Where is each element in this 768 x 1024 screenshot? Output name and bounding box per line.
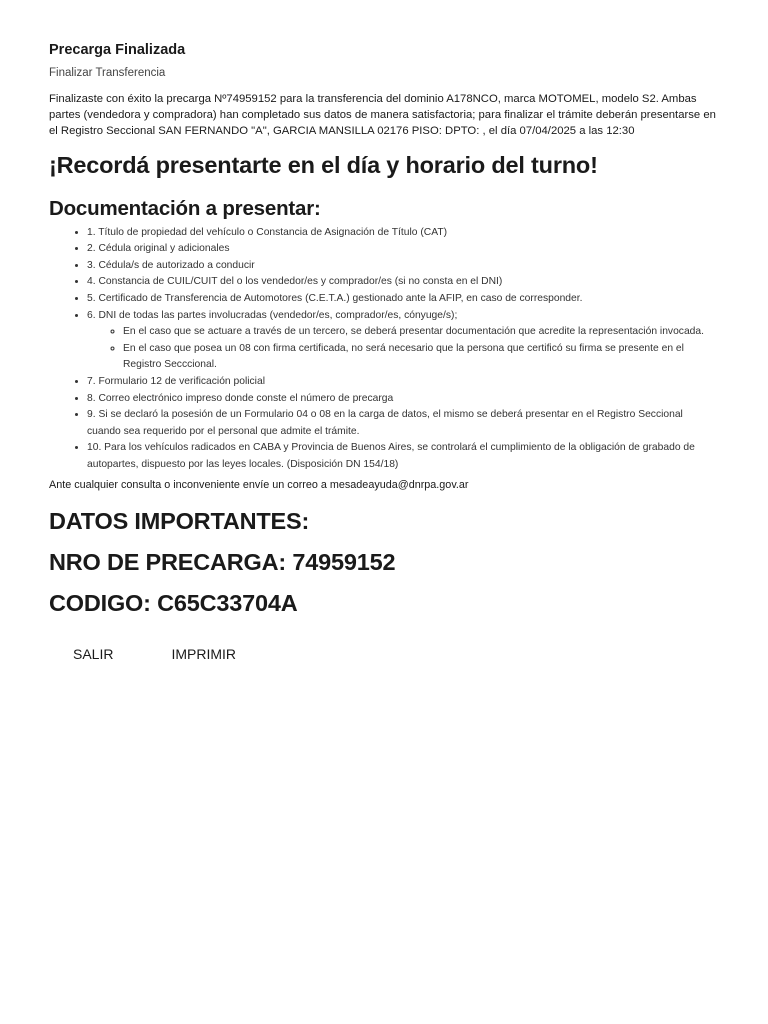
action-bar — [49, 638, 728, 670]
precarga-number: NRO DE PRECARGA: 74959152 — [49, 548, 396, 575]
precarga-code: CODIGO: C65C33704A — [49, 589, 298, 616]
doc-item-4: • 4. Constancia de CUIL/CUIT del o los vendedor/es y comprador/es (si no consta en el DNI) — [87, 274, 719, 291]
doc-item-3: • 3. Cédula/s de autorizado a conducir — [87, 258, 719, 275]
page-subtitle: Finalizar Transferencia — [49, 67, 166, 79]
precarga-summary: Finalizaste con éxito la precarga Nº74959152 para la transferencia del dominio A178NCO, marca MOTOMEL, modelo S2. Ambas partes (vendedora y compradora) han completado sus datos de manera satisfactoria; para finalizar el trámite deberán presentarse en el Registro Seccional SAN FERNANDO "A", GARCIA MANSILLA 02176 PISO: DPTO: , el día 07/04/2025 a las 12:30 — [49, 93, 716, 138]
doc-subitem-1: ◦ En el caso que se actuare a través de un tercero, se deberá presentar documentación que acredite la representación invocada. — [123, 324, 719, 341]
important-data-heading: DATOS IMPORTANTES: — [49, 507, 310, 534]
doc-item-9: • 9. Si se declaró la posesión de un Formulario 04 o 08 en la carga de datos, el mismo se deberá presentar en el Registro Seccional cuando sea requerido por el personal que admite el trámite. — [87, 407, 719, 440]
doc-item-8: • 8. Correo electrónico impreso donde conste el número de precarga — [87, 391, 719, 408]
doc-item-6 — [87, 308, 719, 374]
doc-item-10: • 10. Para los vehículos radicados en CABA y Provincia de Buenos Aires, se controlará el cumplimiento de la obligación de grabado de autopartes, dispuesto por las leyes locales. (Disposición DN 154/18) — [87, 440, 719, 473]
doc-item-7: • 7. Formulario 12 de verificación policial — [87, 374, 719, 391]
help-contact-text: Ante cualquier consulta o inconveniente envíe un correo a mesadeayuda@dnrpa.gov.ar — [49, 478, 469, 491]
exit-button[interactable]: SALIR — [62, 638, 124, 670]
documentation-list — [49, 225, 719, 474]
print-button[interactable]: IMPRIMIR — [160, 638, 247, 670]
doc-item-5: • 5. Certificado de Transferencia de Automotores (C.E.T.A.) gestionado ante la AFIP, en caso de corresponder. — [87, 291, 719, 308]
doc-item-6-label: 6. DNI de todas las partes involucradas (vendedor/es, comprador/es, cónyuge/s); — [87, 309, 458, 321]
doc-subitem-2: ◦ En el caso que posea un 08 con firma certificada, no será necesario que la persona que certificó su firma se presente en el Registro Secccional. — [123, 341, 719, 374]
doc-item-2: • 2. Cédula original y adicionales — [87, 241, 719, 258]
page-title: Precarga Finalizada — [49, 42, 186, 58]
doc-item-1: • 1. Título de propiedad del vehículo o Constancia de Asignación de Título (CAT) — [87, 225, 719, 242]
doc-item-6-sublist — [87, 324, 719, 374]
turn-reminder-heading: ¡Recordá presentarte en el día y horario del turno! — [49, 151, 598, 178]
documentation-heading: Documentación a presentar: — [49, 196, 321, 220]
